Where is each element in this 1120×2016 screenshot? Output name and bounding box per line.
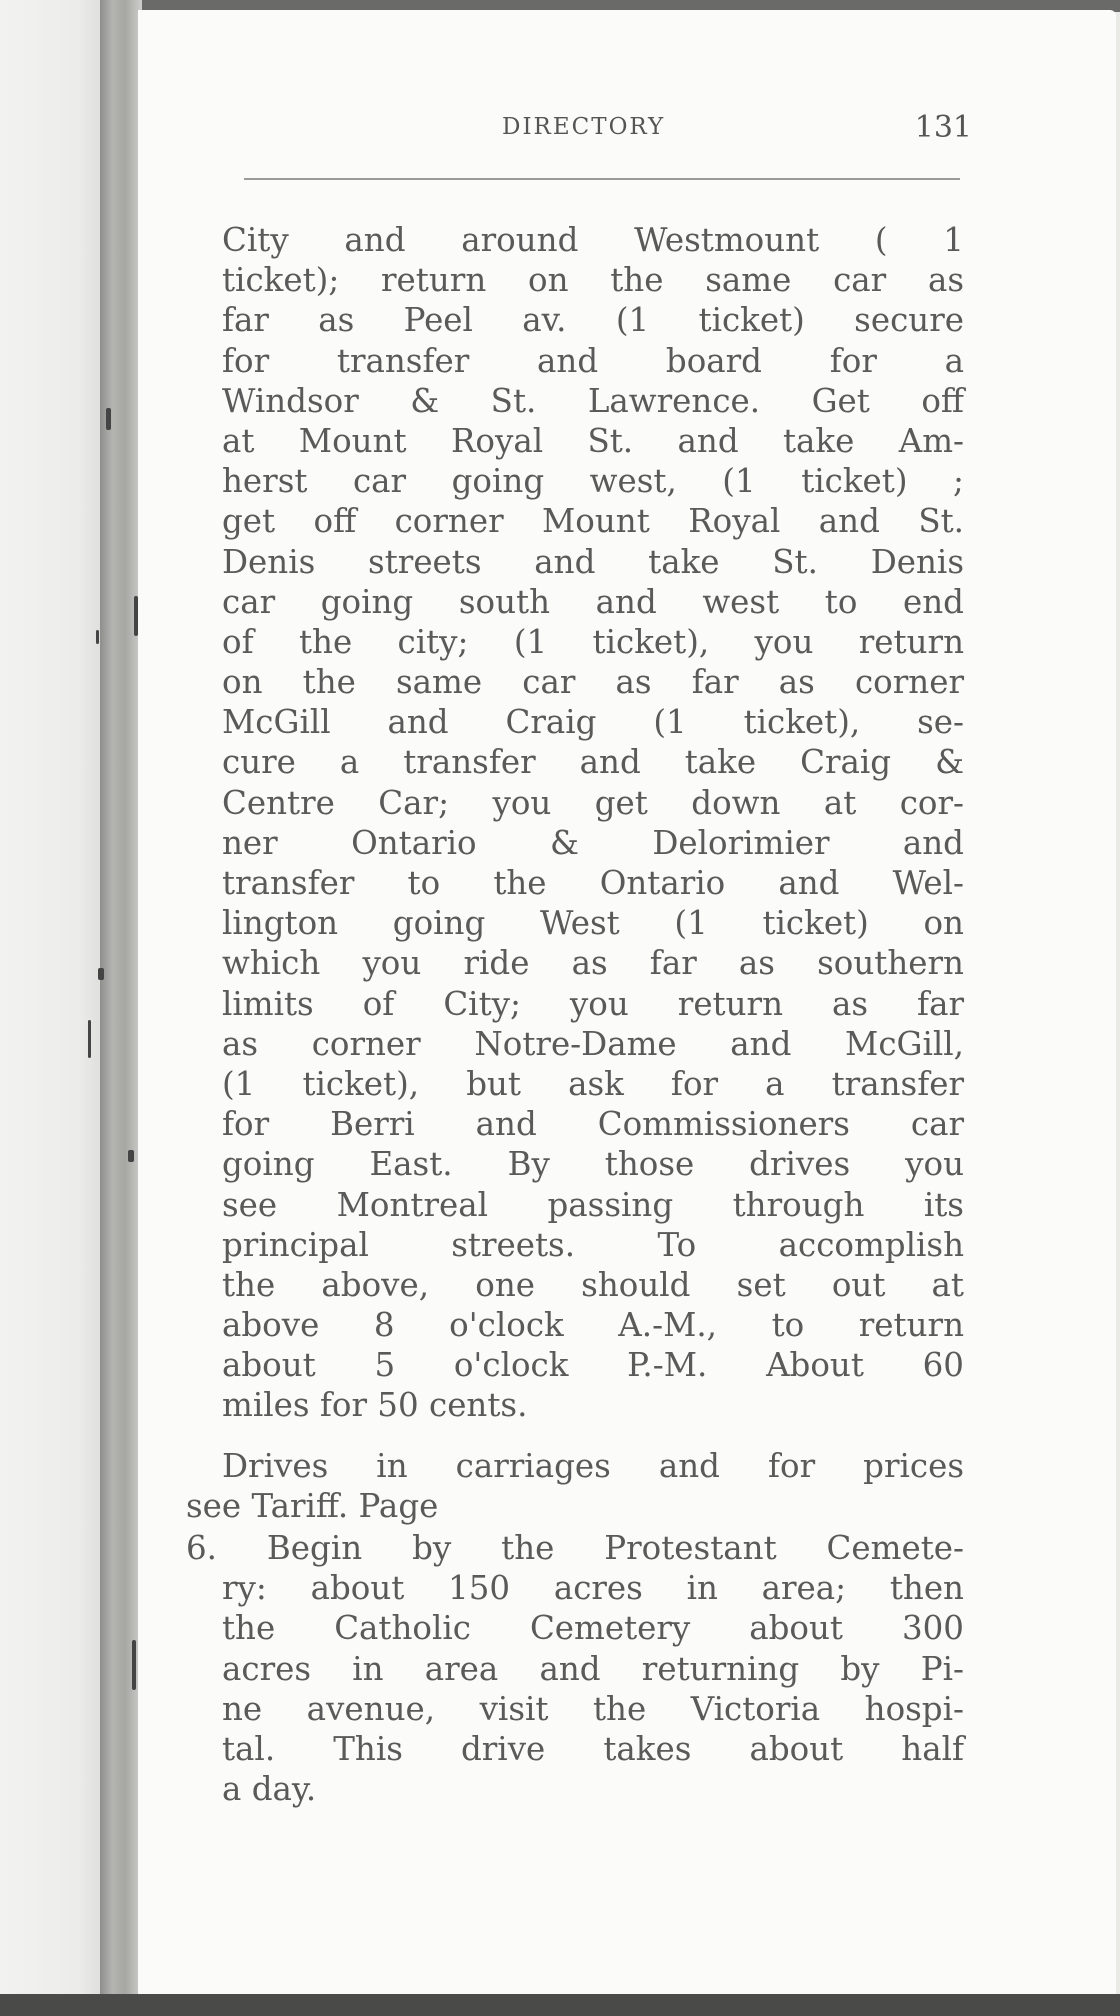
text-line: at Mount Royal St. and take Am- — [222, 421, 964, 460]
text-line: miles for 50 cents. — [222, 1386, 528, 1425]
page-number: 131 — [914, 110, 972, 145]
text-line: Centre Car; you get down at cor- — [222, 783, 964, 822]
text-line: car going south and west to end — [222, 582, 964, 621]
text-line: for Berri and Commissioners car — [222, 1105, 964, 1144]
text-line: the above, one should set out at — [222, 1265, 964, 1304]
text-line: see Tariff. Page — [186, 1486, 439, 1525]
text-line: 6. Begin by the Protestant Cemete- — [186, 1529, 964, 1567]
text-line: Drives in carriages and for prices — [222, 1446, 964, 1485]
text-line: limits of City; you return as far — [222, 984, 964, 1023]
text-line: (1 ticket), but ask for a transfer — [222, 1064, 964, 1103]
paragraph-2 — [186, 1446, 964, 1526]
text-line: for transfer and board for a — [222, 341, 964, 380]
bottom-scan-edge — [0, 1994, 1120, 2016]
scan-speck — [96, 630, 99, 644]
running-head-title: DIRECTORY — [502, 114, 666, 140]
text-line: a day. — [222, 1770, 317, 1809]
scan-speck — [98, 968, 104, 980]
scan-speck — [88, 1020, 91, 1058]
text-line: Windsor & St. Lawrence. Get off — [222, 381, 964, 420]
text-line: herst car going west, (1 ticket) ; — [222, 462, 964, 501]
text-line: on the same car as far as corner — [222, 663, 964, 702]
text-line: acres in area and returning by Pi- — [222, 1649, 964, 1688]
text-line: get off corner Mount Royal and St. — [222, 502, 964, 541]
text-line: cure a transfer and take Craig & — [222, 743, 964, 782]
text-line: City and around Westmount ( 1 — [222, 221, 964, 259]
header-rule — [244, 178, 960, 180]
text-line: as corner Notre-Dame and McGill, — [222, 1024, 964, 1063]
text-line: of the city; (1 ticket), you return — [222, 622, 964, 661]
text-line: Denis streets and take St. Denis — [222, 542, 964, 581]
scan-speck — [132, 1640, 136, 1690]
running-head — [244, 110, 974, 150]
scan-speck — [128, 1150, 134, 1162]
text-line: see Montreal passing through its — [222, 1185, 964, 1224]
text-line: far as Peel av. (1 ticket) secure — [222, 301, 964, 340]
paragraph-1 — [222, 220, 964, 1426]
text-line: ry: about 150 acres in area; then — [222, 1569, 964, 1608]
text-line: the Catholic Cemetery about 300 — [222, 1609, 964, 1648]
text-line: principal streets. To accomplish — [222, 1225, 964, 1264]
facing-page-edge — [0, 0, 112, 2016]
text-line: above 8 o'clock A.-M., to return — [222, 1306, 964, 1345]
book-gutter — [100, 0, 142, 2000]
text-line: transfer to the Ontario and Wel- — [222, 864, 964, 902]
text-line: ne avenue, visit the Victoria hospi- — [222, 1689, 964, 1728]
text-line: McGill and Craig (1 ticket), se- — [222, 703, 964, 742]
text-line: ticket); return on the same car as — [222, 261, 964, 300]
scan-speck — [134, 596, 138, 636]
text-line: which you ride as far as southern — [222, 944, 964, 983]
paragraph-3 — [186, 1528, 964, 1809]
body-text — [186, 220, 964, 1809]
text-line: going East. By those drives you — [222, 1145, 964, 1184]
scan-speck — [106, 408, 111, 430]
text-line: ner Ontario & Delorimier and — [222, 823, 964, 862]
text-line: lington going West (1 ticket) on — [222, 904, 964, 943]
text-line: about 5 o'clock P.-M. About 60 — [222, 1346, 964, 1385]
text-line: tal. This drive takes about half — [222, 1729, 964, 1768]
